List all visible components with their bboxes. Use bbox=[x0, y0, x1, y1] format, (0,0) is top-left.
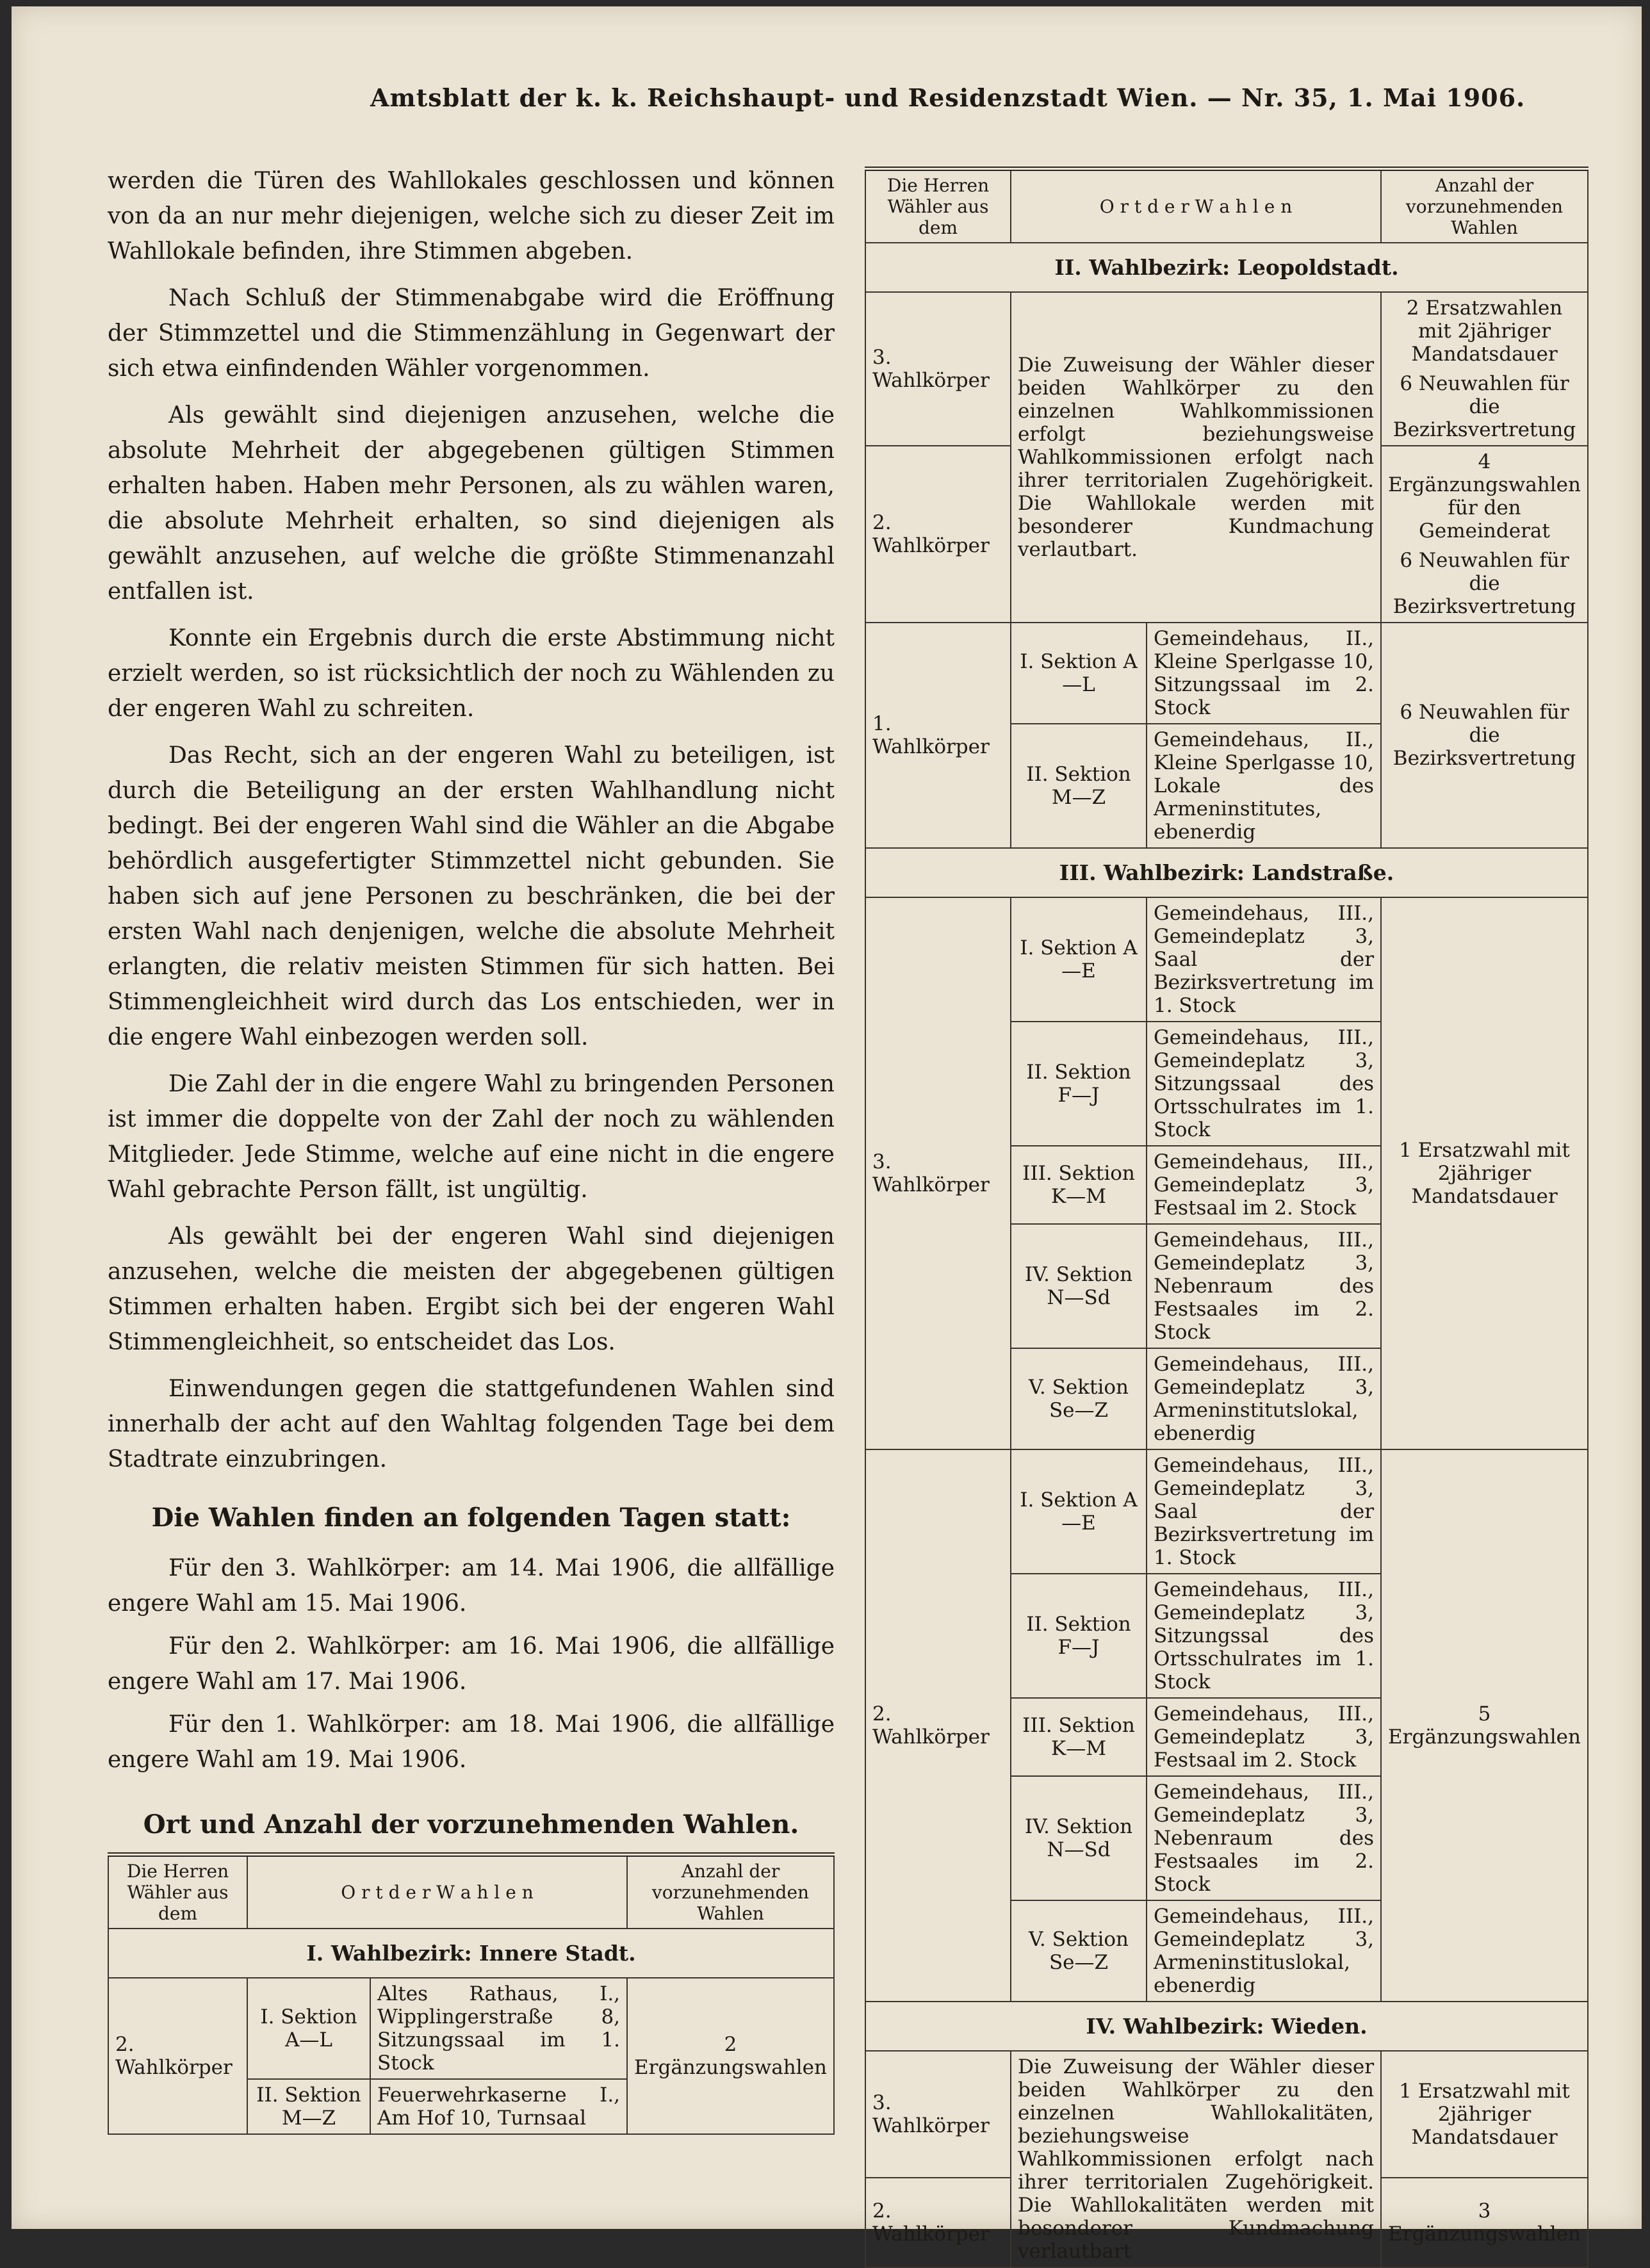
section-label: IV. Sektion N—Sd bbox=[1011, 1224, 1147, 1348]
section-label: III. Sektion K—M bbox=[1011, 1698, 1147, 1776]
section-place: Gemeindehaus, III., Gemeindeplatz 3, Festsaal im 2. Stock bbox=[1147, 1698, 1381, 1776]
wahlkoerper-label: 2. Wahlkörper bbox=[865, 1449, 1011, 2002]
section-label: I. Sektion A—L bbox=[1011, 623, 1147, 724]
header-count: Anzahl der vorzunehmenden Wahlen bbox=[627, 1855, 834, 1929]
left-column bbox=[108, 163, 835, 2135]
dates-heading: Die Wahlen finden an folgenden Tagen statt: bbox=[151, 1503, 791, 1533]
header-voters: Die Herren Wähler aus dem bbox=[108, 1855, 247, 1929]
header-place: O r t d e r W a h l e n bbox=[1011, 169, 1381, 243]
election-count bbox=[1381, 446, 1588, 623]
section-label: II. Sektion F—J bbox=[1011, 1574, 1147, 1698]
section-place: Feuerwehrkaserne I., Am Hof 10, Turnsaal bbox=[370, 2079, 627, 2134]
date-3-wahlkoerper: Für den 3. Wahlkörper: am 14. Mai 1906, die allfällige engere Wahl am 15. Mai 1906. bbox=[108, 1555, 835, 1617]
election-count: 2 Ergänzungswahlen bbox=[627, 1978, 834, 2134]
paragraph-8: Einwendungen gegen die stattgefundenen Wahlen sind innerhalb der acht auf den Wahltag folgenden Tage bei dem Stadtrate einzubringen. bbox=[108, 1376, 835, 1473]
section-place: Gemeindehaus, III., Gemeindeplatz 3, Nebenraum des Festsaales im 2. Stock bbox=[1147, 1224, 1381, 1348]
table-title: Ort und Anzahl der vorzunehmenden Wahlen. bbox=[143, 1809, 799, 1840]
section-label: I. Sektion A—L bbox=[247, 1978, 370, 2079]
section-place: Gemeindehaus, III., Gemeindeplatz 3, Armeninstituslokal, ebenerdig bbox=[1147, 1900, 1381, 2002]
paragraph-7: Als gewählt bei der engeren Wahl sind diejenigen anzusehen, welche die meisten der abgegebenen gültigen Stimmen erhalten haben. Ergibt sich bei der engeren Wahl Stimmengleichheit, so entscheidet das Los. bbox=[108, 1223, 835, 1355]
paragraph-2: Nach Schluß der Stimmenabgabe wird die Eröffnung der Stimmzettel und die Stimmenzählung in Gegenwart der sich etwa einfindenden Wähler vorgenommen. bbox=[108, 285, 835, 382]
paragraph-4: Konnte ein Ergebnis durch die erste Abstimmung nicht erzielt werden, so ist rücksichtlich der noch zu Wählenden zu der engeren Wahl zu schreiten. bbox=[108, 625, 835, 722]
wahlkoerper-label: 1. Wahlkörper bbox=[865, 623, 1011, 848]
dates-list bbox=[108, 1551, 835, 1777]
section-place: Gemeindehaus, III., Gemeindeplatz 3, Sitzungssal des Ortsschulrates im 1. Stock bbox=[1147, 1574, 1381, 1698]
wahlkoerper-label: 3. Wahlkörper bbox=[865, 897, 1011, 1449]
wahlkoerper-label: 2. Wahlkörper bbox=[865, 446, 1011, 623]
section-place: Gemeindehaus, III., Gemeindeplatz 3, Saal der Bezirksvertretung im 1. Stock bbox=[1147, 897, 1381, 1022]
section-place: Gemeindehaus, II., Kleine Sperlgasse 10, Sitzungssaal im 2. Stock bbox=[1147, 623, 1381, 724]
election-count: 3 Ergänzungswahlen bbox=[1381, 2178, 1588, 2267]
wahlkoerper-label: 2. Wahlkörper bbox=[865, 2178, 1011, 2267]
count-line: 6 Neuwahlen für die Bezirksvertretung bbox=[1393, 549, 1576, 618]
paragraph-5: Das Recht, sich an der engeren Wahl zu beteiligen, ist durch die Beteiligung an der ersten Wahlhandlung nicht bedingt. Bei der engeren Wahl sind die Wähler an die Abgabe behördlich ausgefertigter Stimmzettel nicht gebunden. Sie haben sich auf jene Personen zu beschränken, die bei der ersten Wahl nach denjenigen, welche die absolute Mehrheit erlangten, die relativ meisten Stimmen für sich hatten. Bei Stimmengleichheit wird durch das Los entschieden, wer in die engere Wahl einbezogen werden soll. bbox=[108, 742, 835, 1050]
paragraph-6: Die Zahl der in die engere Wahl zu bringenden Personen ist immer die doppelte von der Zahl der noch zu wählenden Mitglieder. Jede Stimme, welche auf eine nicht in die engere Wahl gebrachte Person fällt, ist ungültig. bbox=[108, 1071, 835, 1203]
district-title: III. Wahlbezirk: Landstraße. bbox=[865, 848, 1588, 897]
date-1-wahlkoerper: Für den 1. Wahlkörper: am 18. Mai 1906, die allfällige engere Wahl am 19. Mai 1906. bbox=[108, 1711, 835, 1773]
section-place: Altes Rathaus, I., Wipplingerstraße 8, Sitzungssaal im 1. Stock bbox=[370, 1978, 627, 2079]
paragraph-3: Als gewählt sind diejenigen anzusehen, welche die absolute Mehrheit der abgegebenen gültigen Stimmen erhalten haben. Haben mehr Personen, als zu wählen waren, die absolute Mehrheit erhalten, so sind diejenigen als gewählt anzusehen, auf welche die größte Stimmenanzahl entfallen ist. bbox=[108, 402, 835, 605]
wahlkoerper-label: 3. Wahlkörper bbox=[865, 292, 1011, 446]
table-district-1 bbox=[108, 1852, 835, 2135]
section-label: V. Sektion Se—Z bbox=[1011, 1348, 1147, 1449]
page-header: Amtsblatt der k. k. Reichshaupt- und Residenzstadt Wien. — Nr. 35, 1. Mai 1906. bbox=[370, 83, 1526, 112]
section-label: II. Sektion M—Z bbox=[247, 2079, 370, 2134]
paragraph-1: werden die Türen des Wahllokales geschlossen und können von da an nur mehr diejenigen, welche sich zu dieser Zeit im Wahllokale befinden, ihre Stimmen abgeben. bbox=[108, 168, 835, 265]
header-count: Anzahl der vorzunehmenden Wahlen bbox=[1381, 169, 1588, 243]
election-count bbox=[1381, 292, 1588, 446]
wahlkoerper-label: 2. Wahlkörper bbox=[108, 1978, 247, 2134]
election-count: 6 Neuwahlen für die Bezirksvertretung bbox=[1381, 623, 1588, 848]
wahlkoerper-label: 3. Wahlkörper bbox=[865, 2051, 1011, 2178]
section-label: V. Sektion Se—Z bbox=[1011, 1900, 1147, 2002]
page bbox=[12, 6, 1642, 2263]
count-line: 2 Ersatzwahlen mit 2jähriger Mandatsdauer bbox=[1406, 297, 1563, 366]
assignment-note: Die Zuweisung der Wähler dieser beiden Wahlkörper zu den einzelnen Wahlkommissionen erfolgt beziehungsweise Wahlkommissionen erfolgt nach ihrer territorialen Zugehörigkeit. Die Wahllokale werden mit besonderer Kundmachung verlautbart. bbox=[1011, 292, 1381, 623]
section-place: Gemeindehaus, III., Gemeindeplatz 3, Nebenraum des Festsaales im 2. Stock bbox=[1147, 1776, 1381, 1900]
section-place: Gemeindehaus, III., Gemeindeplatz 3, Armeninstitutslokal, ebenerdig bbox=[1147, 1348, 1381, 1449]
section-label: III. Sektion K—M bbox=[1011, 1146, 1147, 1224]
section-place: Gemeindehaus, III., Gemeindeplatz 3, Sitzungssaal des Ortsschulrates im 1. Stock bbox=[1147, 1022, 1381, 1146]
section-label: I. Sektion A—E bbox=[1011, 1449, 1147, 1574]
date-2-wahlkoerper: Für den 2. Wahlkörper: am 16. Mai 1906, die allfällige engere Wahl am 17. Mai 1906. bbox=[108, 1633, 835, 1695]
right-column bbox=[865, 167, 1589, 2268]
count-line: 6 Neuwahlen für die Bezirksvertretung bbox=[1393, 372, 1576, 441]
assignment-note: Die Zuweisung der Wähler dieser beiden Wahlkörper zu den einzelnen Wahllokalitäten, beziehungsweise Wahlkommissionen erfolgt nach ihrer territorialen Zugehörigkeit. Die Wahllokalitäten werden mit besonderer Kundmachung verlautbart bbox=[1011, 2051, 1381, 2267]
election-count: 5 Ergänzungswahlen bbox=[1381, 1449, 1588, 2002]
count-line: 4 Ergänzungswahlen für den Gemeinderat bbox=[1388, 450, 1581, 543]
district-title: I. Wahlbezirk: Innere Stadt. bbox=[108, 1929, 834, 1978]
header-place: O r t d e r W a h l e n bbox=[247, 1855, 627, 1929]
section-label: IV. Sektion N—Sd bbox=[1011, 1776, 1147, 1900]
section-label: II. Sektion M—Z bbox=[1011, 724, 1147, 848]
district-title: II. Wahlbezirk: Leopoldstadt. bbox=[865, 243, 1588, 292]
table-districts-2-4 bbox=[865, 167, 1589, 2268]
election-count: 1 Ersatzwahl mit 2jähriger Mandatsdauer bbox=[1381, 897, 1588, 1449]
election-count: 1 Ersatzwahl mit 2jähriger Mandatsdauer bbox=[1381, 2051, 1588, 2178]
section-label: I. Sektion A—E bbox=[1011, 897, 1147, 1022]
section-label: II. Sektion F—J bbox=[1011, 1022, 1147, 1146]
header-voters: Die Herren Wähler aus dem bbox=[865, 169, 1011, 243]
district-title: IV. Wahlbezirk: Wieden. bbox=[865, 2002, 1588, 2051]
section-place: Gemeindehaus, III., Gemeindeplatz 3, Festsaal im 2. Stock bbox=[1147, 1146, 1381, 1224]
section-place: Gemeindehaus, III., Gemeindeplatz 3, Saal der Bezirksvertretung im 1. Stock bbox=[1147, 1449, 1381, 1574]
section-place: Gemeindehaus, II., Kleine Sperlgasse 10, Lokale des Armeninstitutes, ebenerdig bbox=[1147, 724, 1381, 848]
